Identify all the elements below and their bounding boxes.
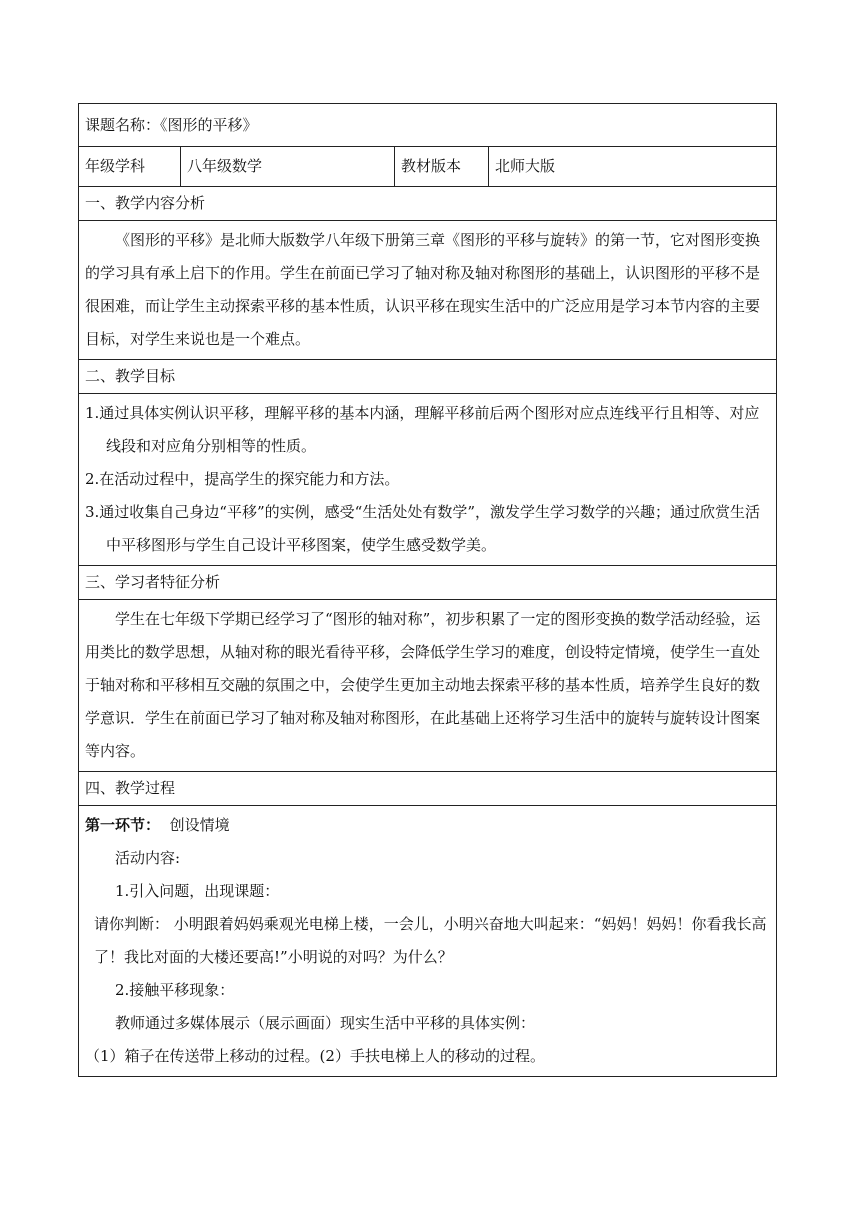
examples-text: （1）箱子在传送带上移动的过程。(2）手扶电梯上人的移动的过程。 xyxy=(85,1047,545,1065)
content-analysis-text: 《图形的平移》是北师大版数学八年级下册第三章《图形的平移与旋转》的第一节，它对图形变换的学习具有承上启下的作用。学生在前面已学习了轴对称及轴对称图形的基础上，认识图形的平移不是很困难，而让学生主动探索平移的基本性质，认识平移在现实生活中的广泛应用是学习本节内容的主要目标，对学生来说也是一个难点。 xyxy=(85,231,761,348)
question-text: 请你判断： 小明跟着妈妈乘观光电梯上楼，一会儿，小明兴奋地大叫起来：“妈妈！妈妈！你看我长高了！我比对面的大楼还要高!”小明说的对吗？为什么？ xyxy=(94,915,767,966)
stage-line xyxy=(85,809,770,842)
objective-item: 2.在活动过程中，提高学生的探究能力和方法。 xyxy=(85,470,400,488)
stage-label: 第一环节： xyxy=(85,816,161,834)
section-heading: 三、学习者特征分析 xyxy=(79,566,777,600)
section-heading: 一、教学内容分析 xyxy=(79,187,777,221)
info-row xyxy=(79,147,777,187)
section-body-row xyxy=(79,394,777,566)
objective-item: 1.通过具体实例认识平移，理解平移的基本内涵，理解平移前后两个图形对应点连线平行且相等、对应线段和对应角分别相等的性质。 xyxy=(85,404,760,455)
section-body-row xyxy=(79,806,777,1077)
step-2: 2.接触平移现象： xyxy=(115,981,235,999)
edition-value: 北师大版 xyxy=(489,147,777,187)
section-heading-row xyxy=(79,187,777,221)
section-heading-row xyxy=(79,360,777,394)
title-row xyxy=(79,104,777,147)
stage-title: 创设情境 xyxy=(169,816,230,834)
lesson-title: 课题名称：《图形的平移》 xyxy=(79,104,777,147)
learner-analysis-text: 学生在七年级下学期已经学习了“图形的轴对称”，初步积累了一定的图形变换的数学活动经验，运用类比的数学思想，从轴对称的眼光看待平移，会降低学生学习的难度，创设特定情境，使学生一直处于轴对称和平移相互交融的氛围之中，会使学生更加主动地去探索平移的基本性质，培养学生良好的数学意识．学生在前面已学习了轴对称及轴对称图形，在此基础上还将学习生活中的旋转与旋转设计图案等内容。 xyxy=(85,610,761,760)
section-body-row xyxy=(79,221,777,360)
objective-item: 3.通过收集自己身边“平移”的实例，感受“生活处处有数学”，激发学生学习数学的兴趣；通过欣赏生活中平移图形与学生自己设计平移图案，使学生感受数学美。 xyxy=(85,503,760,554)
grade-value: 八年级数学 xyxy=(181,147,395,187)
activity-label: 活动内容: xyxy=(115,849,181,867)
teacher-demo-text: 教师通过多媒体展示（展示画面）现实生活中平移的具体实例： xyxy=(115,1014,536,1032)
section-heading: 四、教学过程 xyxy=(79,772,777,806)
step-1: 1.引入问题，出现课题： xyxy=(115,882,280,900)
section-body-row xyxy=(79,600,777,772)
grade-label: 年级学科 xyxy=(79,147,181,187)
section-heading-row xyxy=(79,772,777,806)
section-heading: 二、教学目标 xyxy=(79,360,777,394)
lesson-plan-table xyxy=(78,103,777,1077)
section-heading-row xyxy=(79,566,777,600)
edition-label: 教材版本 xyxy=(395,147,489,187)
